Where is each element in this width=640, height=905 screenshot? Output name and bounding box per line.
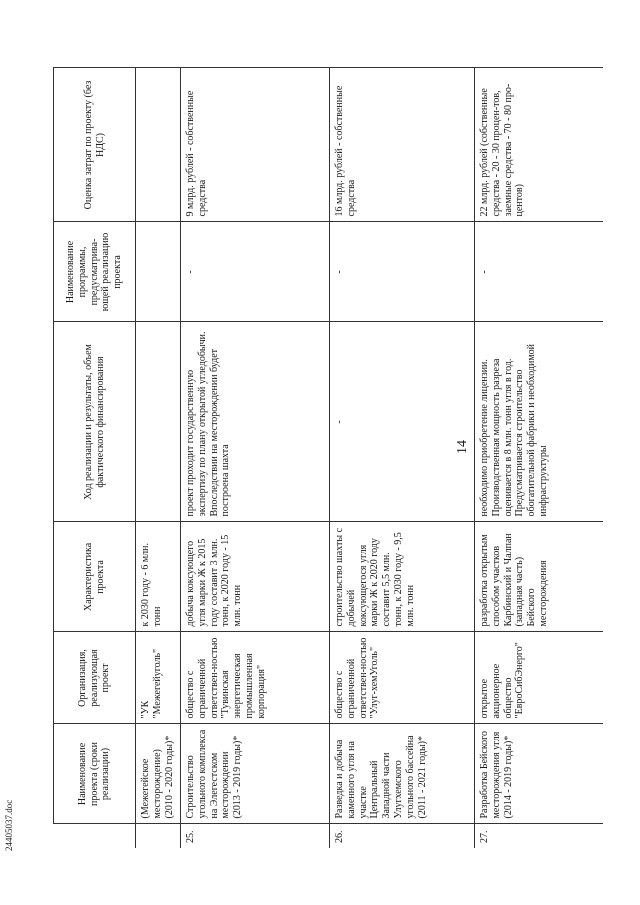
document-code: 24405037.doc [4,799,14,851]
row-number: 25. [181,824,330,848]
project-organization: общество с ограниченной ответствен-ностью "Улуг-хемУголь" [330,632,475,724]
project-organization: общество с ограниченной ответствен-ностью "Тувинская энергетическая промышленная корпорация" [181,632,330,724]
column-header-program: Наименование программы, предусматрива-ющей реализацию проекта [54,222,136,322]
project-cost [136,68,181,222]
column-header-organization: Организация, реализующая проект [54,632,136,724]
row-number: 27. [475,824,604,848]
projects-table [53,68,603,849]
project-program [136,222,181,322]
project-characteristic: разработка открытым способом участков Карбинский и Чалпан (западная часть) Бейского месторождения [475,522,604,632]
row-number: 26. [330,824,475,848]
project-progress: - [330,322,475,522]
table-row [330,68,475,848]
column-header-characteristic: Характеристика проекта [54,522,136,632]
project-name: (Межегейское месторождение) (2010 - 2020 годы)* [136,724,181,824]
project-program: - [181,222,330,322]
page-number: 14 [455,440,470,454]
column-header-progress: Ход реализации и результаты, объем фактического финансирования [54,322,136,522]
project-characteristic: к 2030 году - 6 млн. тонн [136,522,181,632]
column-header-cost: Оценка затрат по проекту (без НДС) [54,68,136,222]
project-cost: 9 млрд. рублей - собственные средства [181,68,330,222]
column-header-number [54,824,136,848]
project-name: Разработка Бейского месторождения угля (2014 - 2019 годы)* [475,724,604,824]
column-header-name: Наименование проекта (сроки реализации) [54,724,136,824]
project-name: Строительство угольного комплекса на Элегестском месторождении (2013 - 2019 годы)* [181,724,330,824]
project-progress: необходимо приобретение лицензии. Производственная мощность разреза оценивается в 8 млн. тонн угля в год. Предусматривается строительство обогатительной фабрики и необходимой инфраструктуры [475,322,604,522]
rotated-table-container [53,68,563,848]
project-name: Разведка и добыча каменного угля на участке Центральный Западной части Улугхемского угольного бассейна (2011 - 2021 годы)* [330,724,475,824]
table-row [181,68,330,848]
project-program: - [330,222,475,322]
project-organization: "УК "Межегейуголь" [136,632,181,724]
project-program: - [475,222,604,322]
table-row [475,68,604,848]
project-progress: проект проходит государственную экспертизу по плану открытой угледобычи. Впоследствии на месторождении будет построена шахта [181,322,330,522]
table-row [136,68,181,848]
project-characteristic: строительство шахты с добычей коксующегося угля марки Ж к 2020 году составит 5,5 млн. тонн, к 2030 году - 9,5 млн. тонн [330,522,475,632]
project-organization: открытое акционерное общество "ЕвроСибЭнерго" [475,632,604,724]
project-progress [136,322,181,522]
project-cost: 22 млрд. рублей (собственные средства - 20 - 30 процен-тов, заемные средства - 70 - 80 про-центов) [475,68,604,222]
project-characteristic: добыча коксующего угля марки Ж к 2015 году составит 3 млн. тонн, к 2020 году - 15 млн. тонн [181,522,330,632]
project-cost: 16 млрд. рублей - собственные средства [330,68,475,222]
row-number [136,824,181,848]
